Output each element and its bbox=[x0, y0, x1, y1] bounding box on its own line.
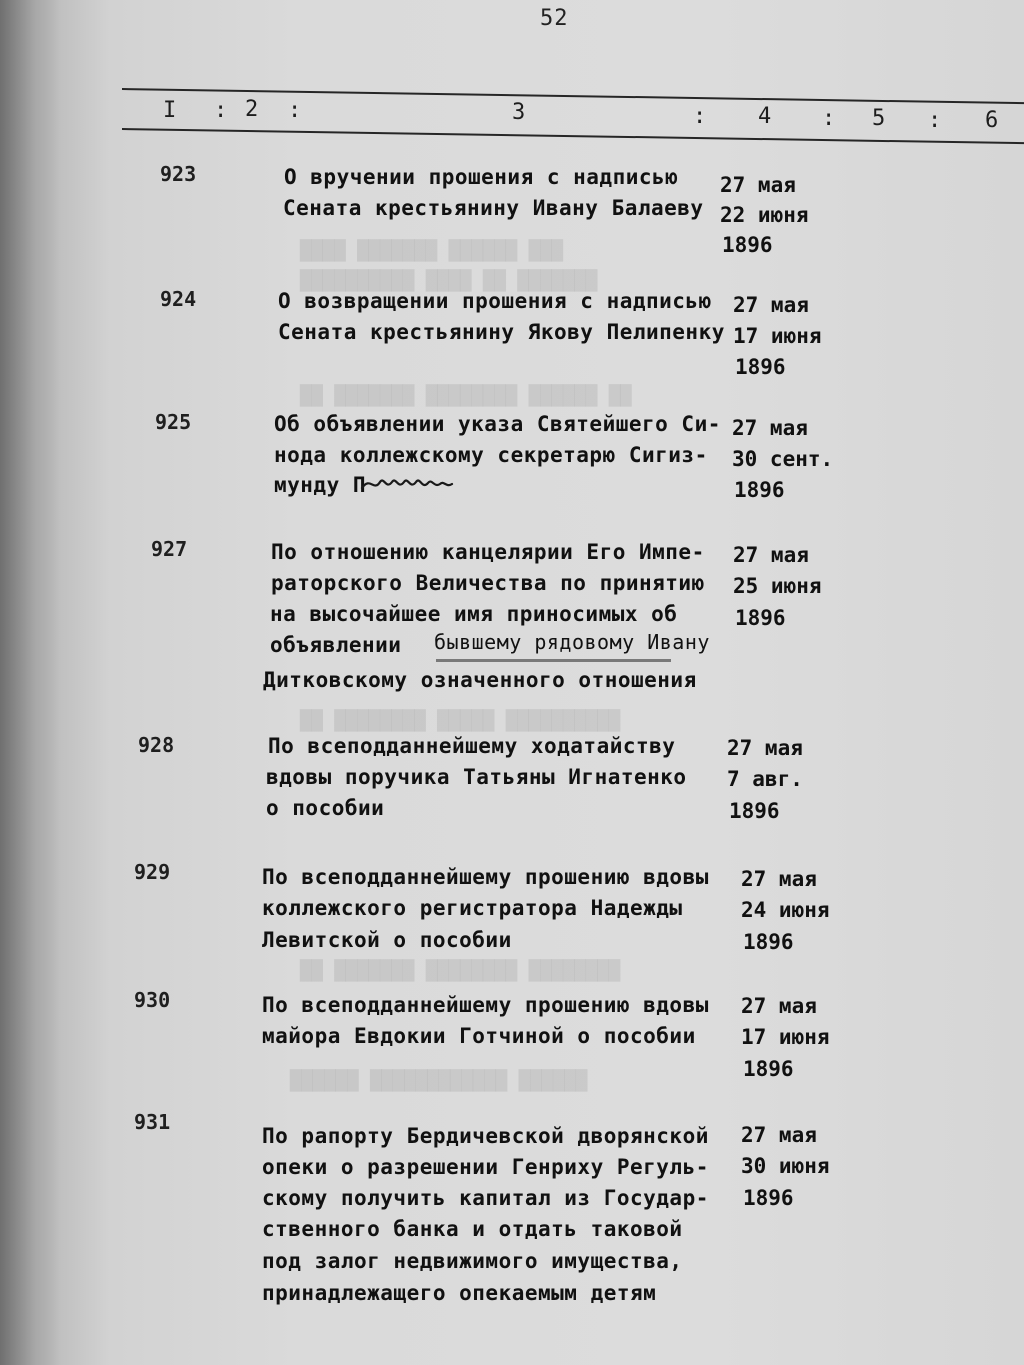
entry-year: 1896 bbox=[743, 1186, 794, 1210]
entry-date: 25 июня bbox=[733, 574, 822, 598]
entry-date: 7 авг. bbox=[727, 767, 803, 791]
show-through-text: ██ ████████ █████ ██████████ bbox=[300, 710, 621, 732]
page-number: 52 bbox=[540, 6, 569, 31]
entry-text-line: Дитковскому означенного отношения bbox=[263, 668, 697, 692]
column-header-6: 6 bbox=[985, 108, 999, 133]
entry-text-line: раторского Величества по принятию bbox=[271, 571, 705, 595]
book-spine-shadow bbox=[0, 0, 60, 1365]
show-through-text: ██ ███████ ████████ ██████ ██ bbox=[300, 385, 632, 407]
column-header-4: 4 bbox=[758, 104, 772, 129]
show-through-text: ██████████ ████ ██ ███████ bbox=[300, 270, 598, 292]
entry-number: 924 bbox=[160, 287, 197, 311]
handwritten-surname bbox=[360, 470, 460, 496]
show-through-text: ██ ███████ ████████ ████████ bbox=[300, 960, 621, 982]
column-separator: : bbox=[214, 98, 228, 123]
entry-text-line: По всеподданнейшему ходатайству bbox=[268, 734, 676, 758]
entry-text-line: объявлении bbox=[270, 633, 402, 657]
entry-text-line: нода коллежскому секретарю Сигиз- bbox=[274, 443, 708, 467]
column-separator: : bbox=[822, 106, 836, 131]
entry-text-line: вдовы поручика Татьяны Игнатенко bbox=[266, 765, 687, 789]
column-header-1: I bbox=[163, 98, 177, 123]
entry-date: 27 мая bbox=[732, 416, 808, 440]
entry-date: 17 июня bbox=[741, 1025, 830, 1049]
entry-date: 22 июня bbox=[720, 203, 809, 227]
entry-number: 928 bbox=[138, 733, 175, 757]
entry-year: 1896 bbox=[734, 478, 785, 502]
entry-date: 27 мая bbox=[720, 173, 796, 197]
entry-date: 17 июня bbox=[733, 324, 822, 348]
entry-year: 1896 bbox=[743, 1057, 794, 1081]
entry-number: 927 bbox=[151, 537, 188, 561]
entry-text-line: скому получить капитал из Государ- bbox=[262, 1186, 709, 1210]
entry-date: 30 июня bbox=[741, 1154, 830, 1178]
entry-year: 1896 bbox=[735, 355, 786, 379]
column-separator: : bbox=[693, 104, 707, 129]
entry-year: 1896 bbox=[743, 930, 794, 954]
entry-text-line: мунду П bbox=[274, 473, 367, 497]
show-through-text: ████ ███████ ██████ ███ bbox=[300, 240, 564, 262]
entry-year: 1896 bbox=[729, 799, 780, 823]
column-separator: : bbox=[928, 108, 942, 133]
struck-out-text bbox=[436, 659, 671, 662]
entry-text-line: опеки о разрешении Генриху Регуль- bbox=[262, 1155, 709, 1179]
entry-text-line: По отношению канцелярии Его Импе- bbox=[271, 540, 705, 564]
header-bottom-rule bbox=[122, 128, 1024, 144]
entry-text-line: Сената крестьянину Якову Пелипенку bbox=[278, 320, 725, 344]
entry-year: 1896 bbox=[722, 233, 773, 257]
entry-text-line: на высочайшее имя приносимых об bbox=[270, 602, 678, 626]
entry-number: 930 bbox=[134, 988, 171, 1012]
entry-date: 27 мая bbox=[741, 867, 817, 891]
entry-date: 27 мая bbox=[741, 994, 817, 1018]
entry-text-line: По всеподданнейшему прошению вдовы bbox=[262, 865, 709, 889]
entry-number: 931 bbox=[134, 1110, 171, 1134]
entry-text-line: О возвращении прошения с надписью bbox=[278, 289, 712, 313]
entry-year: 1896 bbox=[735, 606, 786, 630]
entry-date: 30 сент. bbox=[732, 447, 834, 471]
column-header-3: 3 bbox=[512, 100, 526, 125]
entry-date: 24 июня bbox=[741, 898, 830, 922]
entry-number: 923 bbox=[160, 162, 197, 186]
entry-text-line: О вручении прошения с надписью bbox=[284, 165, 679, 189]
column-header-5: 5 bbox=[872, 106, 886, 131]
entry-text-line: майора Евдокии Готчиной о пособии bbox=[262, 1024, 696, 1048]
entry-date: 27 мая bbox=[727, 736, 803, 760]
entry-date: 27 мая bbox=[741, 1123, 817, 1147]
entry-date: 27 мая bbox=[733, 293, 809, 317]
entry-date: 27 мая bbox=[733, 543, 809, 567]
show-through-text: ██████ ████████████ ██████ bbox=[290, 1070, 588, 1092]
entry-text-line: под залог недвижимого имущества, bbox=[262, 1249, 683, 1273]
entry-text-line: По рапорту Бердичевской дворянской bbox=[262, 1124, 709, 1148]
entry-text-line: о пособии bbox=[266, 796, 385, 820]
entry-text-line: Левитской о пособии bbox=[262, 928, 512, 952]
inserted-correction: бывшему рядовому Ивану bbox=[434, 630, 710, 654]
entry-text-line: принадлежащего опекаемым детям bbox=[262, 1281, 657, 1305]
entry-number: 925 bbox=[155, 410, 192, 434]
entry-text-line: По всеподданнейшему прошению вдовы bbox=[262, 993, 709, 1017]
entry-text-line: Об объявлении указа Святейшего Си- bbox=[274, 412, 721, 436]
column-separator: : bbox=[288, 98, 302, 123]
entry-text-line: ственного банка и отдать таковой bbox=[262, 1217, 683, 1241]
entry-text-line: коллежского регистратора Надежды bbox=[262, 896, 683, 920]
column-header-2: 2 bbox=[245, 97, 259, 122]
entry-number: 929 bbox=[134, 860, 171, 884]
entry-text-line: Сената крестьянину Ивану Балаеву bbox=[283, 196, 704, 220]
